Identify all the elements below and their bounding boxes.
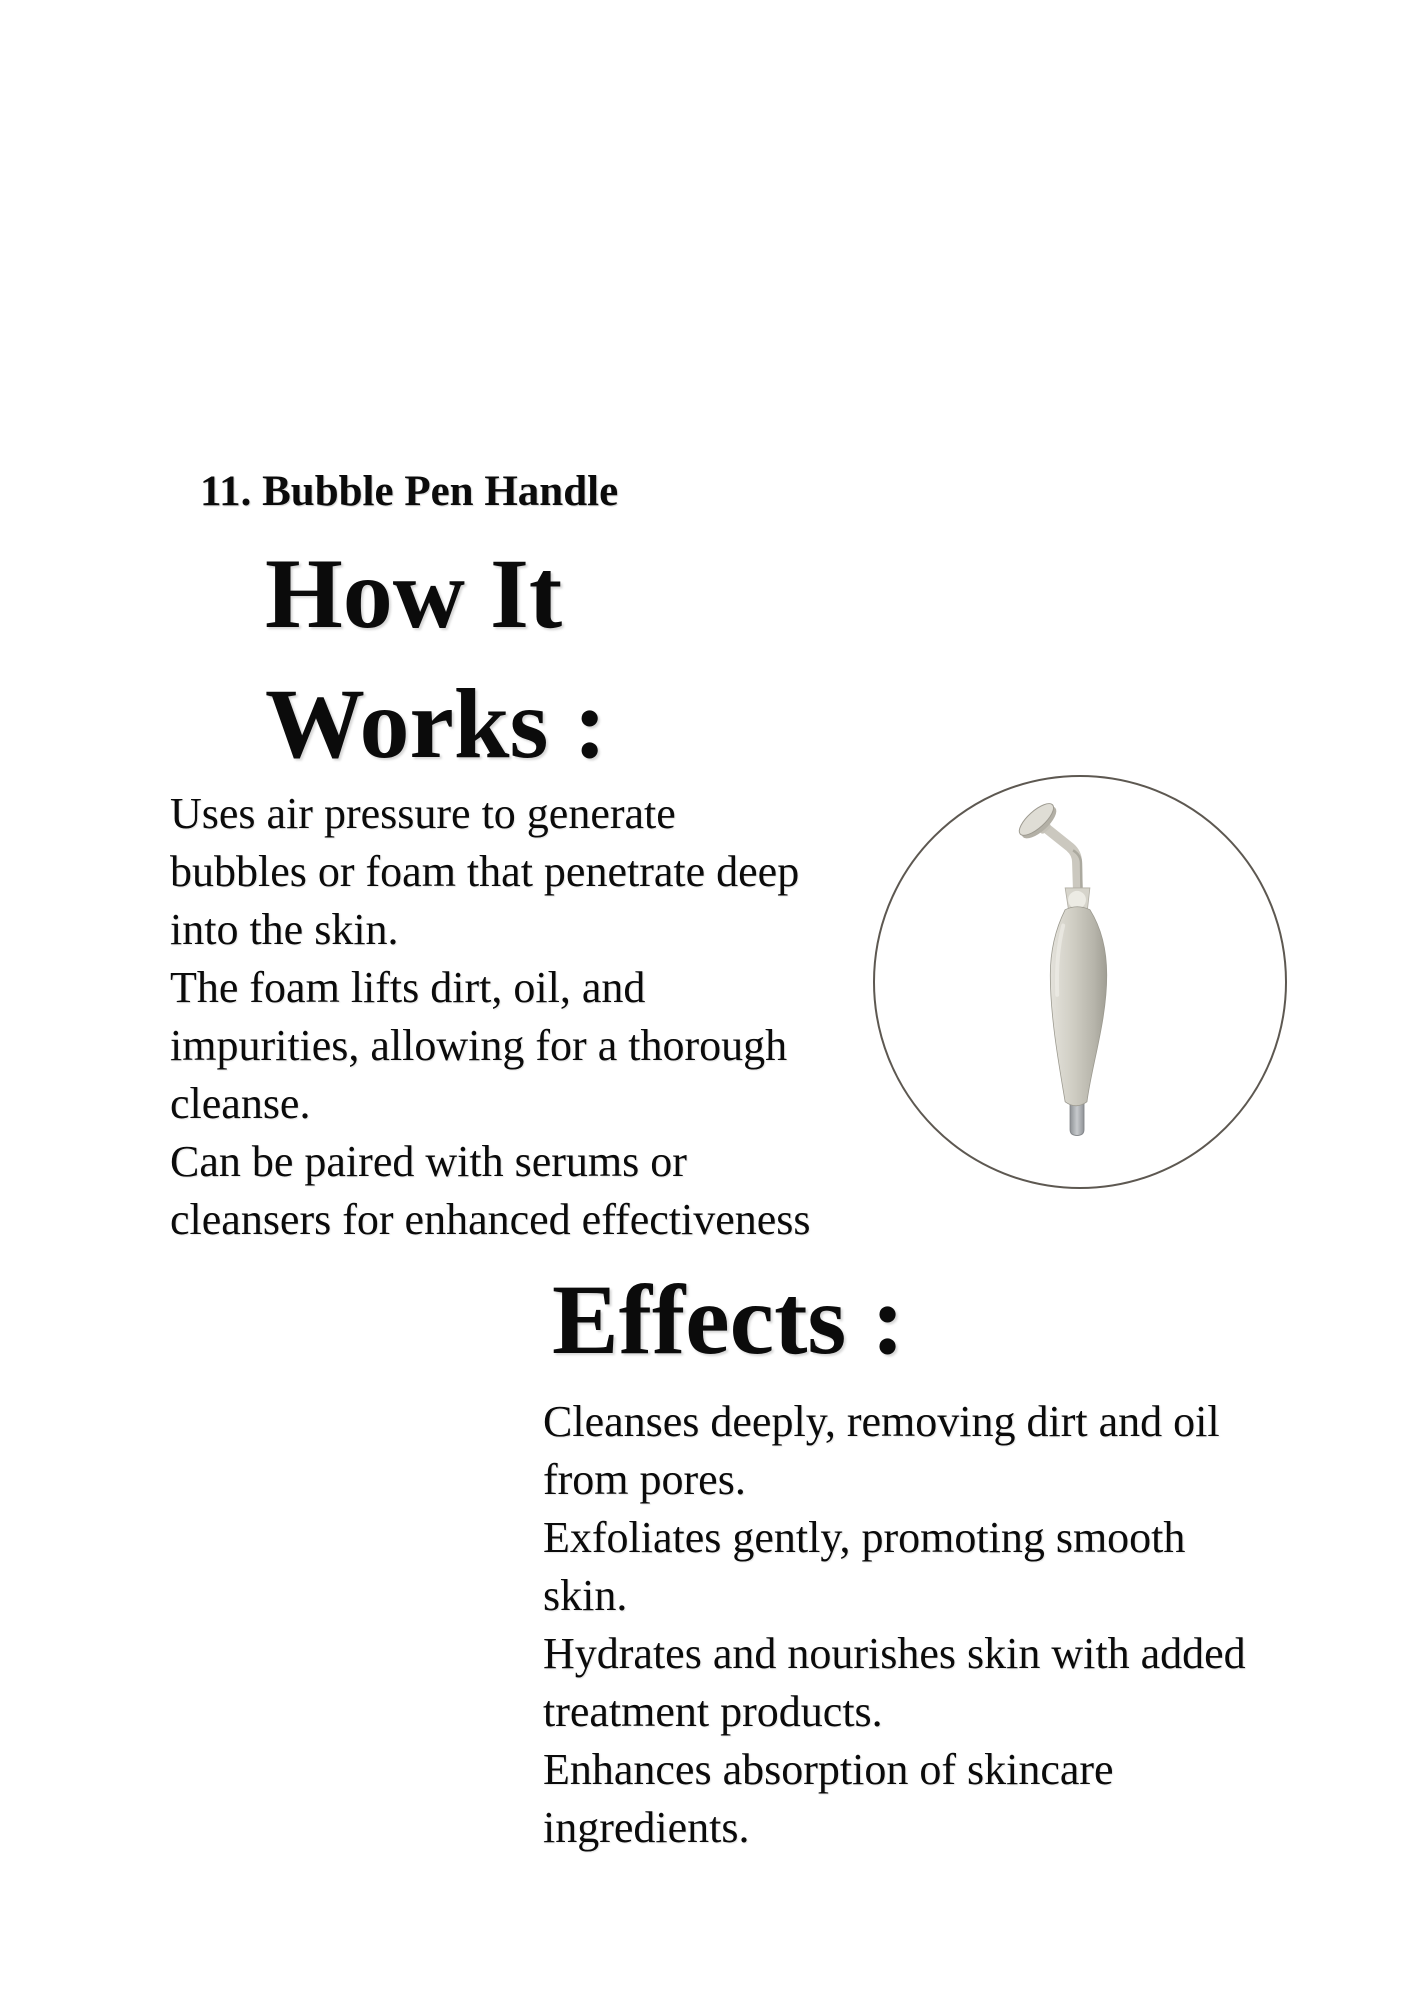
text-line: impurities, allowing for a thorough: [170, 1021, 788, 1070]
effects-body: [543, 1393, 1246, 1857]
handle-body: [1050, 907, 1106, 1106]
text-line: Cleanses deeply, removing dirt and oil: [543, 1397, 1220, 1446]
effects-heading: Effects :: [552, 1264, 905, 1375]
text-line: How It: [265, 538, 563, 649]
tube-neck: [1045, 828, 1078, 894]
how-it-works-body: [170, 785, 811, 1249]
text-line: Can be paired with serums or: [170, 1137, 687, 1186]
text-line: Hydrates and nourishes skin with added: [543, 1629, 1246, 1678]
text-line: cleanse.: [170, 1079, 311, 1128]
bubble-pen-handle-image: [875, 777, 1285, 1187]
collar-highlight: [1068, 891, 1086, 909]
text-line: into the skin.: [170, 905, 399, 954]
product-photo-circle: [873, 775, 1287, 1189]
text-line: Exfoliates gently, promoting smooth: [543, 1513, 1186, 1562]
text-line: bubbles or foam that penetrate deep: [170, 847, 800, 896]
text-line: The foam lifts dirt, oil, and: [170, 963, 646, 1012]
text-line: Works :: [265, 668, 607, 779]
text-line: Enhances absorption of skincare: [543, 1745, 1114, 1794]
how-it-works-heading: [265, 529, 607, 789]
section-title: 11. Bubble Pen Handle: [200, 468, 619, 515]
text-line: ingredients.: [543, 1803, 750, 1852]
text-line: skin.: [543, 1571, 628, 1620]
text-line: cleansers for enhanced effectiveness: [170, 1195, 811, 1244]
text-line: Uses air pressure to generate: [170, 789, 676, 838]
text-line: treatment products.: [543, 1687, 883, 1736]
text-line: from pores.: [543, 1455, 746, 1504]
